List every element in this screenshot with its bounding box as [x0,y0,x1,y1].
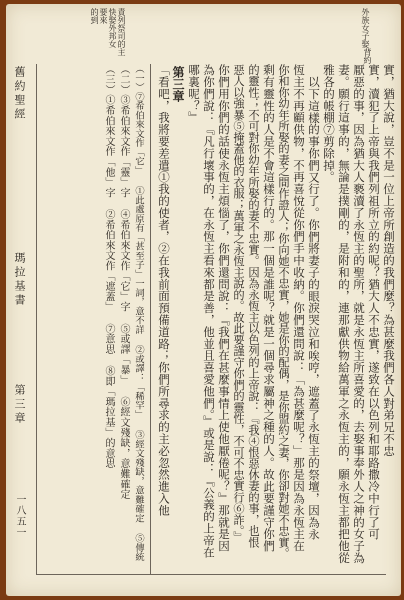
book-subtitle: 瑪拉基書 [13,252,26,308]
verse-column: 你們用你們的話使永恆主煩惱了，你們還問說：『我們在甚麼事情上使他厭倦呢？』那就是因 [217,64,231,552]
book-title: 舊約聖經 [13,66,26,122]
footnote-line: （二）③希伯來文作「靈」字 ④希伯來文作「它」字 ⑤或譯「暴」 ⑥經文殘缺，意難確定 [118,64,129,500]
verse-column: 剩有靈性的人是不會這樣行的。那一個是誰呢？就是一個尋求屬神之種的人。故此要謹守你們 [262,64,276,552]
verse-column: 「看吧，我將要差遣①我的使者，②在我前面預備道路；你們所尋求的主必忽然進入他 [157,64,171,517]
footnote-line: （三）①希伯來文作「他」字 ②希伯來文作「遮蓋」 ⑦意思 ⑧即「瑪拉基」的意思 [103,64,114,469]
margin-reference-line: 外族女子 [361,8,370,40]
margin-reference-line: 娶 [361,40,370,48]
header-rule [36,64,37,574]
chapter-label: 第三章 [13,384,26,426]
page-number: 一八五一 [14,494,25,538]
verse-column: 實，猶大說，豈不是一位上帝所創造的我們麼？為甚麼我們各人對弟兄不忠 [382,64,396,457]
margin-reference-line: 的到 [90,8,99,24]
chapter-heading: 第三章 [171,66,185,102]
verse-column: 恆主不再顧供物，不再喜悅從你們手中收納。你們還問說：「為甚麼呢？」那是因為永恆主在 [292,64,306,552]
verse-column: 雅各的帳棚⑦剪除掉。 [322,64,336,183]
verse-column: 惡人以強暴⑤掩蓋他的衣服；萬軍之永恆主說的。故此要謹守你們的靈性，不可不忠實行⑥詐。』 [232,64,245,543]
verse-column: 實，瀆犯了上帝與我們列祖所立的約呢？猶大人不忠實，遂致在以色列和耶路撒冷中行了可 [367,64,381,540]
margin-reference-right [361,8,371,64]
margin-reference-left [90,8,125,56]
footnote-line: （一）⑦希伯來文作「它」 ①此處原有「甚至子」一詞，意不詳 ②或譯：「稀罕」 ③經文殘缺，意難確定 ⑤傳統 [133,64,144,562]
margin-reference-line: 要來 [99,8,108,24]
bottom-rule [36,574,386,575]
verse-column: 你和你幼年所娶的妻之間作證人；你向她不忠實，她是你的配偶，是你盟約之妻，你卻對她不忠實。 [277,64,290,559]
verse-column: 厭惡的事，因為猶大人褻瀆了永恆主的聖所，就是永恆主所喜愛的，去娶事奉外人之神的女子為 [352,64,366,564]
margin-reference-line: 背約 [363,48,372,64]
verse-column: 的靈性；不可對你幼年所娶的妻不忠實。因為永恆主以色列的上帝說：『我④恨惡休妻的事，也恨 [247,64,260,548]
verse-column: 妻。願行這事的，無論是撲剛的，是附和的，連那獻供物給萬軍之永恆主的，願永恆主都把他從 [337,64,351,564]
footnote-separator [150,64,151,574]
scripture-page [6,4,401,596]
verse-column: 以下這樣的事你們又行了。你們將妻子的眼淚哭泣和唉哼，遮蓋了永恆主的祭壇，因為永 [307,76,321,541]
margin-reference-line: 快娶外邦女 [108,8,117,48]
verse-column: 為你們說：『凡行壞事的，在永恆主看來都是善，他並且喜愛他們。』或是說：『公義的上帝在 [202,64,216,559]
verse-column: 哪裏呢？』 [187,64,201,124]
margin-reference-line: 責列祭司的主 [117,8,126,56]
